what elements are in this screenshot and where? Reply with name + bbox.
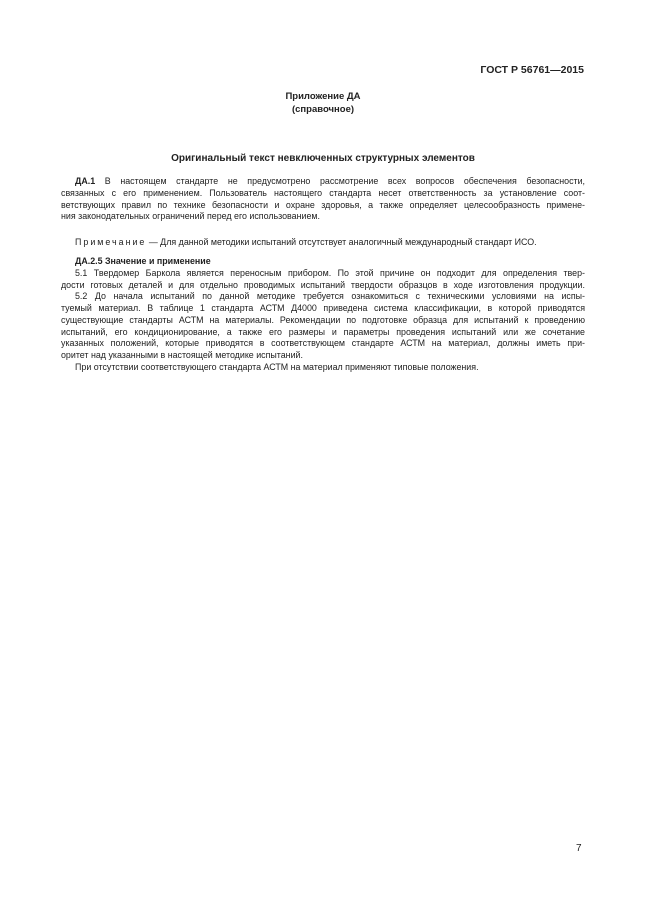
- appendix-title: [0, 90, 646, 116]
- appendix-subtitle: (справочное): [291, 104, 355, 115]
- note: [61, 237, 585, 249]
- text-line: оритет над указанными в настоящей методике испытаний.: [61, 350, 303, 360]
- text-line: существующие стандарты АСТМ на материалы. Рекомендации по подготовке образца для испытаний к проведению: [61, 314, 585, 325]
- note-text: — Для данной методики испытаний отсутствует аналогичный международный стандарт ИСО.: [146, 237, 537, 247]
- clause-label: ДА.1: [75, 176, 96, 186]
- text-line: испытаний, его кондиционирование, а также его размеры и параметры проведения испытаний или же сочетание: [61, 326, 585, 337]
- text-line: 5.2 До начала испытаний по данной методике требуется ознакомиться с техническими условиями на испы-: [75, 291, 585, 302]
- text-line: связанных с его применением. Пользователь настоящего стандарта несет ответственность за установление соот-: [61, 187, 585, 198]
- paragraph-da1: [61, 176, 585, 223]
- page-number: 7: [576, 843, 582, 854]
- text-line: указанных положений, которые приводятся в соответствующем стандарте АСТМ на материал, должны иметь при-: [61, 338, 585, 349]
- appendix-heading: Приложение ДА: [285, 91, 361, 102]
- note-label: Примечание: [75, 237, 147, 247]
- standard-number-header: ГОСТ Р 56761—2015: [480, 64, 584, 76]
- text-line: 5.1 Твердомер Баркола является переносным прибором. По этой причине он подходит для определения твер-: [75, 267, 585, 278]
- text-line: дости готовых деталей и для отдельно проводимых испытаний твердости образцов в ходе изготовления продукции.: [61, 279, 585, 290]
- subsection-heading: ДА.2.5 Значение и применение: [75, 256, 211, 266]
- section-title: Оригинальный текст невключенных структурных элементов: [171, 153, 475, 164]
- section-da25: [61, 256, 585, 374]
- text-line: При отсутствии соответствующего стандарта АСТМ на материал применяют типовые положения.: [75, 361, 479, 372]
- text-line: В настоящем стандарте не предусмотрено рассмотрение всех вопросов обеспечения безопасности,: [104, 176, 586, 186]
- text-line: ветствующих правил по технике безопасности и охране здоровья, а также определяет целесообразность примене-: [61, 199, 585, 210]
- text-line: туемый материал. В таблице 1 стандарта АСТМ Д4000 приведена система классификации, в которой приводятся: [61, 303, 585, 313]
- text-line: ния законодательных ограничений перед его использованием.: [61, 211, 320, 222]
